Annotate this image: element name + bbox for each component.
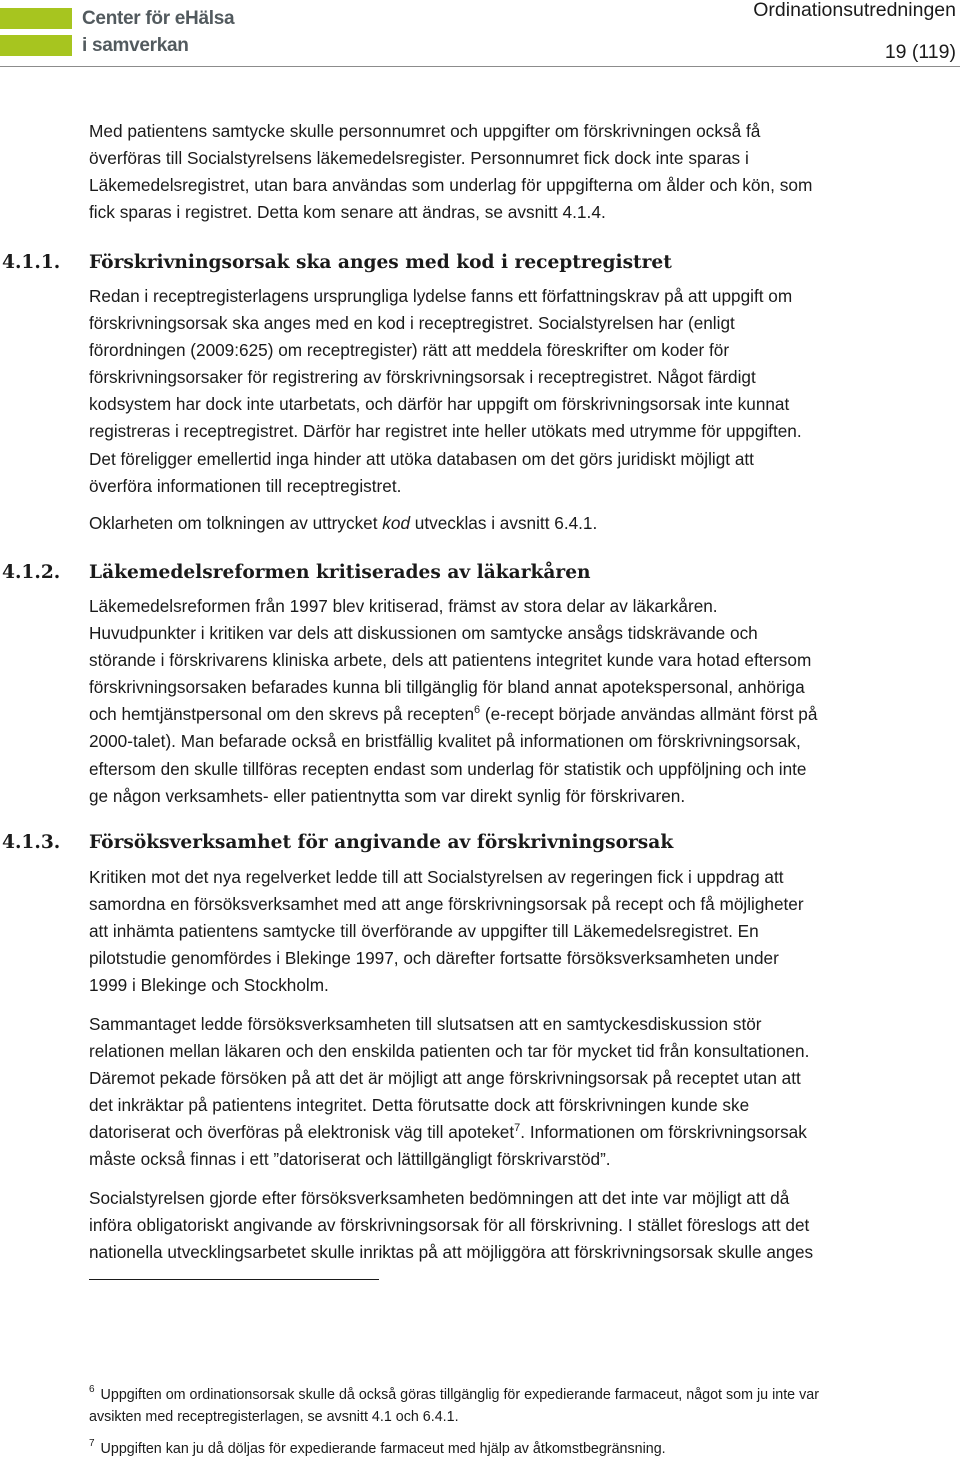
text-line (89, 510, 597, 537)
text-line: 1999 i Blekinge och Stockholm. (89, 975, 329, 996)
text-line: nationella utvecklingsarbetet skulle inriktas på att möjliggöra att förskrivningsorsak skulle anges (89, 1242, 814, 1263)
section-number: 4.1.2. (2, 562, 61, 583)
text-line: eftersom den skulle tillföras recepten endast som underlag för statistik och uppföljning och inte (89, 758, 807, 779)
text-line: störande i förskrivarens kliniska arbete, dels att patientens integritet kunde vara hotad eftersom (89, 650, 812, 671)
text-line: att inhämta patientens samtycke till överförande av uppgifter till Läkemedelsregistret. En (89, 921, 759, 942)
section-4-1-3-paragraph-2 (89, 1011, 809, 1174)
section-title: Läkemedelsreformen kritiserades av läkarkåren (89, 562, 591, 583)
section-4-1-1-paragraph-2 (89, 510, 597, 537)
text-line: överföras till Socialstyrelsens läkemedelsregister. Personnumret fick dock inte sparas i (89, 148, 749, 169)
text-run: och hemtjänstpersonal om den skrevs på recepten (89, 704, 475, 725)
text-line: måste också finnas i ett ”datoriserat och lättillgängligt förskrivarstöd”. (89, 1149, 611, 1170)
text-run: . Informationen om förskrivningsorsak (520, 1122, 807, 1143)
footnote-reference[interactable]: 7 (514, 1121, 521, 1134)
text-line: samordna en försöksverksamhet med att ange förskrivningsorsak på recept och få möjligheter (89, 894, 804, 915)
footnote-line (89, 1384, 819, 1406)
text-line: förskrivningsorsaker för registrering av förskrivningsorsak i receptregistret. Något färdigt (89, 367, 756, 388)
text-line: Med patientens samtycke skulle personnumret och uppgifter om förskrivningen också få (89, 121, 761, 141)
logo-text-line1: Center för eHälsa (82, 8, 235, 29)
footnote-text: Uppgiften kan ju då döljas för expedierande farmaceut med hjälp av åtkomstbegränsning. (100, 1441, 666, 1457)
footnote-separator (89, 1279, 379, 1280)
text-line: det inkräktar på patientens integritet. Detta förutsatte dock att förskrivningen kunde ske (89, 1095, 750, 1116)
section-number: 4.1.1. (2, 252, 61, 273)
section-4-1-2-paragraph (89, 593, 817, 810)
text-line: pilotstudie genomfördes i Blekinge 1997, och därefter fortsatte försöksverksamheten under (89, 948, 779, 969)
text-run: (e-recept började användas allmänt först på (480, 704, 818, 725)
text-line: ge någon verksamhets- eller patientnytta som var direkt synlig för förskrivaren. (89, 785, 686, 806)
footnote-text: Uppgiften om ordinationsorsak skulle då också göras tillgänglig för expedierande farmaceut, något som ju inte var (100, 1387, 819, 1403)
footnote-marker: 6 (89, 1384, 95, 1396)
section-heading-4-1-2 (0, 562, 960, 590)
text-line: Läkemedelsregistret, utan bara användas som underlag för uppgifterna om ålder och kön, som (89, 175, 813, 196)
section-heading-4-1-1 (0, 252, 960, 280)
text-line: Läkemedelsreformen från 1997 blev kritiserad, främst av stora delar av läkarkåren. (89, 596, 718, 616)
text-line: förordningen (2009:625) om receptregister) rätt att meddela föreskrifter om koder för (89, 340, 730, 361)
footnote-line: avsikten med receptregisterlagen, se avsnitt 4.1 och 6.4.1. (89, 1409, 459, 1425)
logo-bar-top (0, 8, 72, 29)
emphasized-term: kod (382, 513, 411, 533)
text-run: Oklarheten om tolkningen av uttrycket (89, 513, 383, 533)
document-title: Ordinationsutredningen (753, 0, 956, 21)
text-line: Det föreligger emellertid inga hinder att utöka databasen om det görs juridiskt möjligt att (89, 448, 754, 469)
text-line: Kritiken mot det nya regelverket ledde till att Socialstyrelsen av regeringen fick i uppdrag att (89, 867, 784, 887)
text-line (89, 701, 817, 728)
section-4-1-3-paragraph-3 (89, 1185, 813, 1266)
text-line: fick sparas i registret. Detta kom senare att ändras, se avsnitt 4.1.4. (89, 202, 606, 223)
footnote-6 (89, 1384, 819, 1428)
footnote-marker: 7 (89, 1438, 95, 1450)
section-heading-4-1-3 (0, 832, 960, 860)
section-4-1-3-paragraph-1 (89, 864, 804, 999)
intro-paragraph (89, 118, 812, 226)
footnote-line (89, 1438, 666, 1460)
page-number: 19 (119) (884, 41, 956, 63)
logo-text-line2: i samverkan (82, 35, 189, 56)
section-number: 4.1.3. (2, 832, 61, 853)
section-4-1-1-paragraph-1 (89, 283, 802, 500)
text-run: utvecklas i avsnitt 6.4.1. (410, 513, 598, 533)
text-run: datoriserat och överföras på elektronisk väg till apoteket (89, 1122, 515, 1143)
text-line: förskrivningsorsak ska anges med en kod i receptregistret. Socialstyrelsen har (enligt (89, 313, 735, 334)
footnote-7 (89, 1438, 666, 1460)
text-line: överföra informationen till receptregistret. (89, 475, 402, 496)
text-line: registreras i receptregistret. Därför har registret inte heller utökats med utrymme för uppgiften. (89, 421, 802, 442)
header-divider (0, 66, 960, 67)
text-line: förskrivningsorsaken befarades kunna bli tillgänglig för bland annat apotekspersonal, anhöriga (89, 677, 805, 698)
text-line: Socialstyrelsen gjorde efter försöksverksamheten bedömningen att det inte var möjligt att då (89, 1188, 790, 1208)
section-title: Försöksverksamhet för angivande av förskrivningsorsak (89, 832, 674, 853)
text-line: Däremot pekade försöken på att det är möjligt att ange förskrivningsorsak på receptet utan att (89, 1068, 801, 1089)
text-line: 2000-talet). Man befarade också en bristfällig kvalitet på informationen om förskrivningsorsak, (89, 731, 801, 752)
organization-logo (0, 8, 260, 58)
section-title: Förskrivningsorsak ska anges med kod i receptregistret (89, 252, 672, 273)
text-line: införa obligatoriskt angivande av förskrivningsorsak för all förskrivning. I stället föreslogs att det (89, 1215, 810, 1236)
text-line: Sammantaget ledde försöksverksamheten till slutsatsen att en samtyckesdiskussion stör (89, 1014, 762, 1034)
text-line: Redan i receptregisterlagens ursprungliga lydelse fanns ett författningskrav på att uppgift om (89, 286, 793, 306)
text-line: kodsystem har dock inte utarbetats, och därför har uppgift om förskrivningsorsak inte kunnat (89, 394, 790, 415)
text-line: relationen mellan läkaren och den enskilda patienten och tar för mycket tid från konsultationen. (89, 1041, 810, 1062)
text-line: Huvudpunkter i kritiken var dels att diskussionen om samtycke ansågs tidskrävande och (89, 623, 758, 644)
footnote-reference[interactable]: 6 (474, 703, 481, 716)
text-line (89, 1119, 809, 1146)
logo-bar-bottom (0, 35, 72, 56)
